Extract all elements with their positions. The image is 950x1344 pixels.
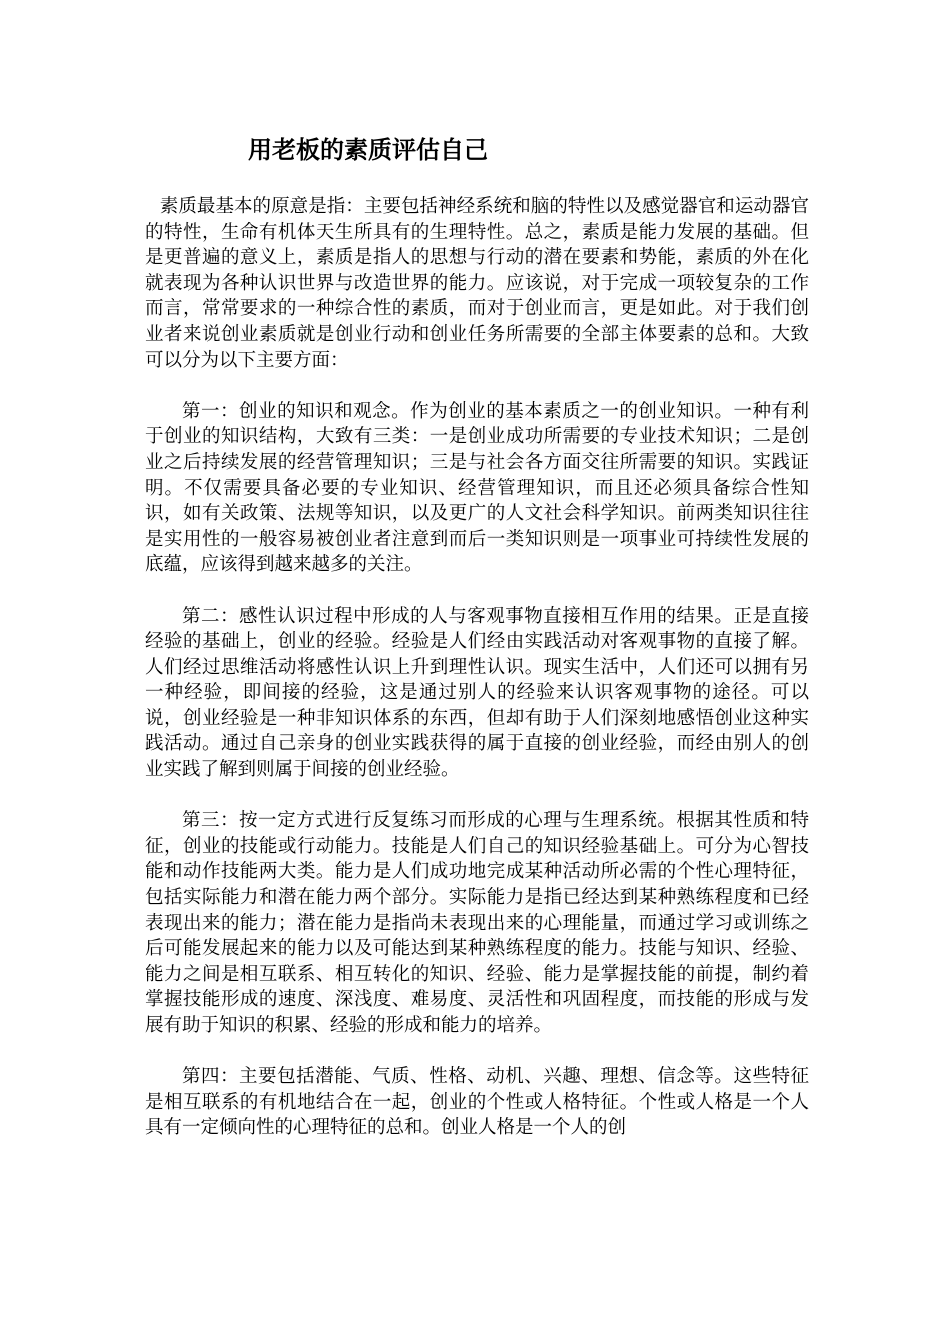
paragraph-first-point: 第一：创业的知识和观念。作为创业的基本素质之一的创业知识。一种有利于创业的知识结构，大致有三类：一是创业成功所需要的专业技术知识；二是创业之后持续发展的经营管理知识；三是与社会各方面交往所需要的知识。实践证明。不仅需要具备必要的专业知识、经营管理知识，而且还必须具备综合性知识，如有关政策、法规等知识，以及更广的人文社会科学知识。前两类知识往往是实用性的一般容易被创业者注意到而后一类知识则是一项事业可持续性发展的底蕴，应该得到越来越多的关注。 (145, 400, 809, 576)
document-body (145, 194, 809, 1141)
paragraph-fourth-point: 第四：主要包括潜能、气质、性格、动机、兴趣、理想、信念等。这些特征是相互联系的有机地结合在一起，创业的个性或人格特征。个性或人格是一个人具有一定倾向性的心理特征的总和。创业人格是一个人的创 (145, 1066, 809, 1139)
paragraph-third-point: 第三：按一定方式进行反复练习而形成的心理与生理系统。根据其性质和特征，创业的技能或行动能力。技能是人们自己的知识经验基础上。可分为心智技能和动作技能两大类。能力是人们成功地完成某种活动所必需的个性心理特征，包括实际能力和潜在能力两个部分。实际能力是指已经达到某种熟练程度和已经表现出来的能力；潜在能力是指尚未表现出来的心理能量，而通过学习或训练之后可能发展起来的能力以及可能达到某种熟练程度的能力。技能与知识、经验、能力之间是相互联系、相互转化的知识、经验、能力是掌握技能的前提，制约着掌握技能形成的速度、深浅度、难易度、灵活性和巩固程度，而技能的形成与发展有助于知识的积累、经验的形成和能力的培养。 (145, 810, 809, 1036)
paragraph-intro: 素质最基本的原意是指：主要包括神经系统和脑的特性以及感觉器官和运动器官的特性，生命有机体天生所具有的生理特性。总之，素质是能力发展的基础。但是更普遍的意义上，素质是指人的思想与行动的潜在要素和势能，素质的外在化就表现为各种认识世界与改造世界的能力。应该说，对于完成一项较复杂的工作而言，常常要求的一种综合性的素质，而对于创业而言，更是如此。对于我们创业者来说创业素质就是创业行动和创业任务所需要的全部主体要素的总和。大致可以分为以下主要方面： (145, 196, 809, 371)
paragraph-second-point: 第二：感性认识过程中形成的人与客观事物直接相互作用的结果。正是直接经验的基础上，创业的经验。经验是人们经由实践活动对客观事物的直接了解。人们经过思维活动将感性认识上升到理性认识。现实生活中，人们还可以拥有另一种经验，即间接的经验，这是通过别人的经验来认识客观事物的途径。可以说，创业经验是一种非知识体系的东西，但却有助于人们深刻地感悟创业这种实践活动。通过自己亲身的创业实践获得的属于直接的创业经验，而经由别人的创业实践了解到则属于间接的创业经验。 (145, 605, 809, 781)
document-title: 用老板的素质评估自己 (248, 136, 488, 164)
